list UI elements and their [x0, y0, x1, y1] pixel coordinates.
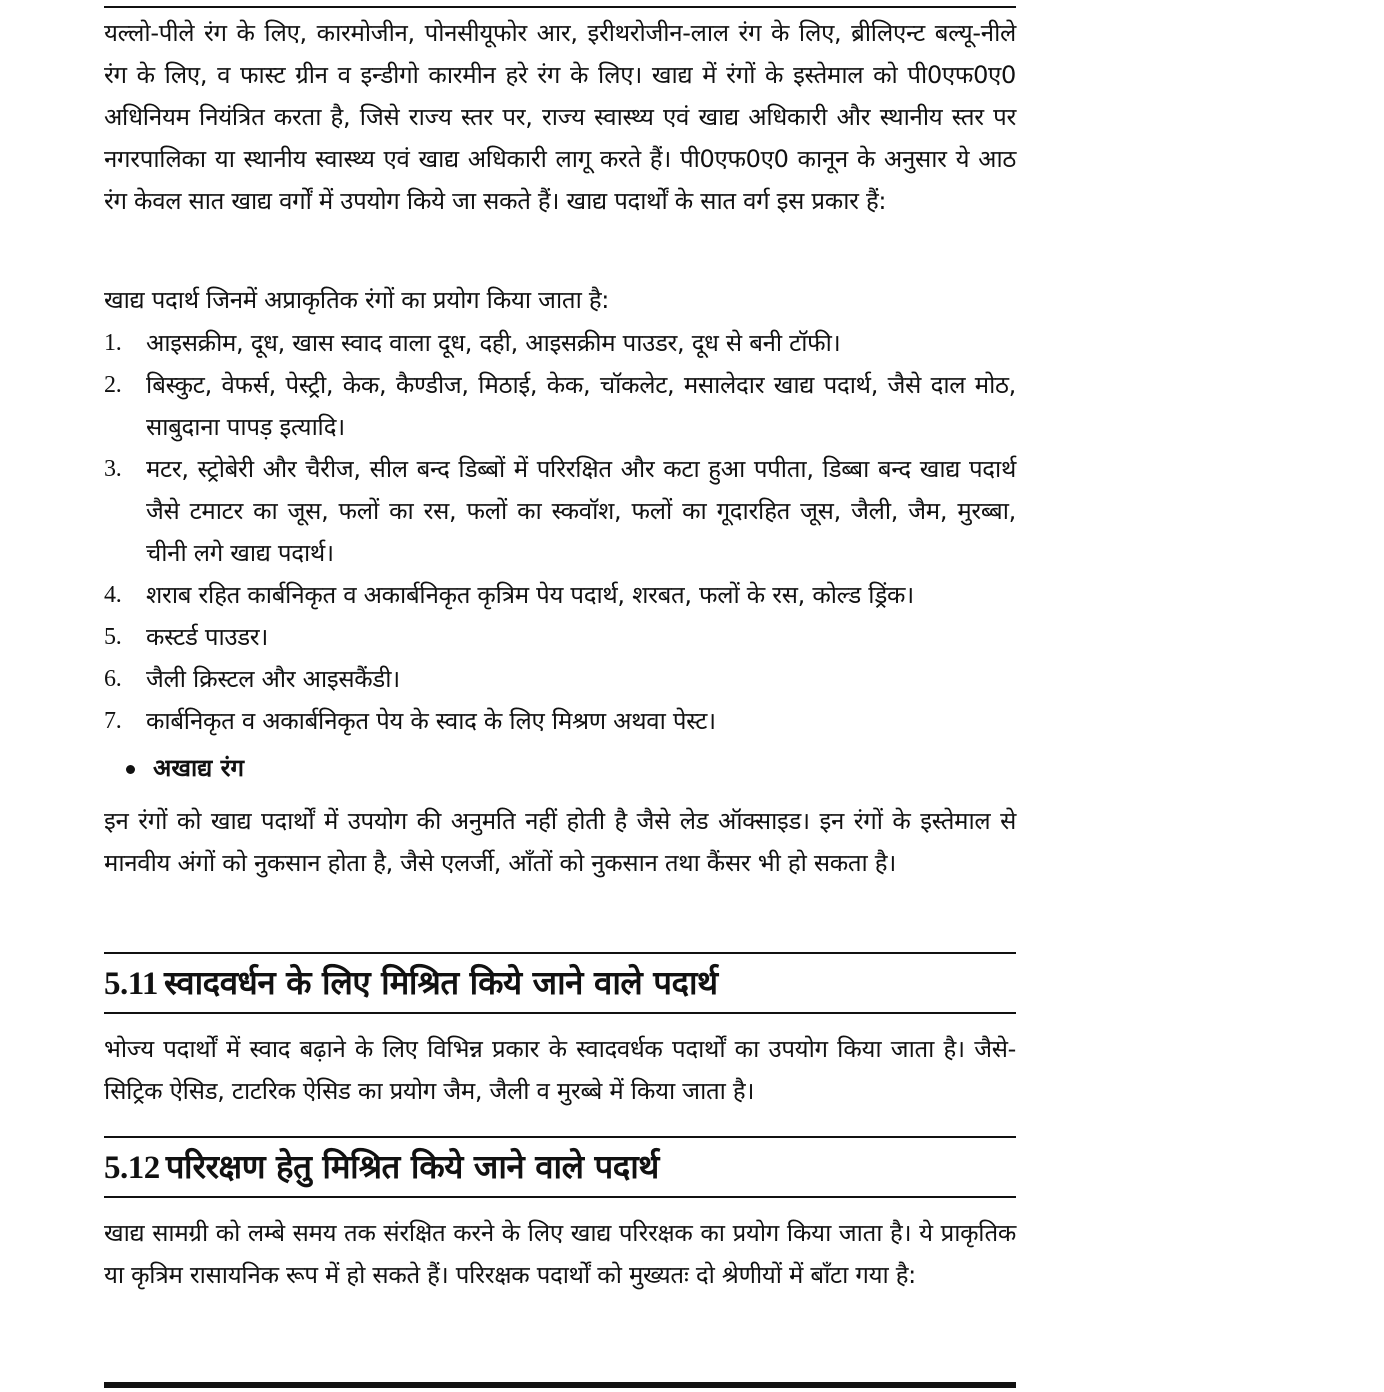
section-512-number: 5.12	[104, 1150, 160, 1186]
bottom-rule	[104, 1382, 1016, 1388]
section-511-number: 5.11	[104, 966, 158, 1002]
list-item	[104, 322, 1016, 364]
section-511-top-rule	[104, 952, 1016, 954]
food-category-list	[104, 322, 1016, 742]
inedible-heading-text: अखाद्य रंग	[153, 754, 244, 782]
list-item-text: कस्टर्ड पाउडर।	[146, 623, 269, 651]
list-item-text: जैली क्रिस्टल और आइसकैंडी।	[146, 665, 400, 693]
list-item	[104, 364, 1016, 448]
section-512-paragraph: खाद्य सामग्री को लम्बे समय तक संरक्षित करने के लिए खाद्य परिरक्षक का प्रयोग किया जाता है। ये प्राकृतिक या कृत्रिम रासायनिक रूप में हो सकते हैं। परिरक्षक पदार्थों को मुख्यतः दो श्रेणीयों में बाँटा गया है:	[104, 1219, 1016, 1289]
bullet-icon	[126, 765, 135, 774]
list-item-number: 2.	[104, 372, 122, 398]
list-item-number: 5.	[104, 624, 122, 650]
list-item	[104, 448, 1016, 574]
intro-paragraph: यल्लो-पीले रंग के लिए, कारमोजीन, पोनसीयूफोर आर, इरीथरोजीन-लाल रंग के लिए, ब्रीलिएन्ट बल्यू-नीले रंग के लिए, व फास्ट ग्रीन व इन्डीगो कारमीन हरे रंग के लिए। खाद्य में रंगों के इस्तेमाल को पी0एफ0ए0 अधिनियम नियंत्रित करता है, जिसे राज्य स्तर पर, राज्य स्वास्थ्य एवं खाद्य अधिकारी और स्थानीय स्तर पर नगरपालिका या स्थानीय स्वास्थ्य एवं खाद्य अधिकारी लागू करते हैं। पी0एफ0ए0 कानून के अनुसार ये आठ रंग केवल सात खाद्य वर्गों में उपयोग किये जा सकते हैं। खाद्य पदार्थों के सात वर्ग इस प्रकार हैं:	[104, 19, 1016, 215]
section-512-title: परिरक्षण हेतु मिश्रित किये जाने वाले पदार्थ	[165, 1147, 659, 1186]
inedible-colors-heading	[126, 748, 244, 788]
list-item	[104, 574, 1016, 616]
document-page	[104, 0, 1016, 1392]
list-item	[104, 700, 1016, 742]
inedible-paragraph: इन रंगों को खाद्य पदार्थों में उपयोग की अनुमति नहीं होती है जैसे लेड ऑक्साइड। इन रंगों के इस्तेमाल से मानवीय अंगों को नुकसान होता है, जैसे एलर्जी, आँतों को नुकसान तथा कैंसर भी हो सकता है।	[104, 807, 1016, 877]
list-item-number: 7.	[104, 708, 122, 734]
list-item-number: 1.	[104, 330, 122, 356]
section-511-heading	[104, 958, 1016, 1009]
top-rule	[104, 6, 1016, 8]
section-512-heading	[104, 1142, 1016, 1193]
list-item-text: आइसक्रीम, दूध, खास स्वाद वाला दूध, दही, आइसक्रीम पाउडर, दूध से बनी टॉफी।	[146, 329, 841, 357]
list-item-number: 6.	[104, 666, 122, 692]
list-item	[104, 616, 1016, 658]
section-511-paragraph: भोज्य पदार्थों में स्वाद बढ़ाने के लिए विभिन्न प्रकार के स्वादवर्धक पदार्थों का उपयोग किया जाता है। जैसे- सिट्रिक ऐसिड, टाटरिक ऐसिड का प्रयोग जैम, जैली व मुरब्बे में किया जाता है।	[104, 1035, 1016, 1105]
section-511-title: स्वादवर्धन के लिए मिश्रित किये जाने वाले पदार्थ	[163, 963, 718, 1002]
list-item-number: 4.	[104, 582, 122, 608]
list-item-number: 3.	[104, 456, 122, 482]
section-511-bottom-rule	[104, 1012, 1016, 1014]
section-512-top-rule	[104, 1136, 1016, 1138]
list-item-text: कार्बनिकृत व अकार्बनिकृत पेय के स्वाद के लिए मिश्रण अथवा पेस्ट।	[146, 707, 716, 735]
list-item-text: शराब रहित कार्बनिकृत व अकार्बनिकृत कृत्रिम पेय पदार्थ, शरबत, फलों के रस, कोल्ड ड्रिंक।	[146, 581, 914, 609]
list-item-text: मटर, स्ट्रोबेरी और चैरीज, सील बन्द डिब्बों में परिरक्षित और कटा हुआ पपीता, डिब्बा बन्द खाद्य पदार्थ जैसे टमाटर का जूस, फलों का रस, फलों का स्कवॉश, फलों का गूदारहित जूस, जैली, जैम, मुरब्बा, चीनी लगे खाद्य पदार्थ।	[146, 455, 1016, 567]
section-512-bottom-rule	[104, 1196, 1016, 1198]
list-item	[104, 658, 1016, 700]
list-item-text: बिस्कुट, वेफर्स, पेस्ट्री, केक, कैण्डीज, मिठाई, केक, चॉकलेट, मसालेदार खाद्य पदार्थ, जैसे दाल मोठ, साबुदाना पापड़ इत्यादि।	[146, 371, 1016, 441]
list-intro: खाद्य पदार्थ जिनमें अप्राकृतिक रंगों का प्रयोग किया जाता है:	[104, 286, 610, 314]
